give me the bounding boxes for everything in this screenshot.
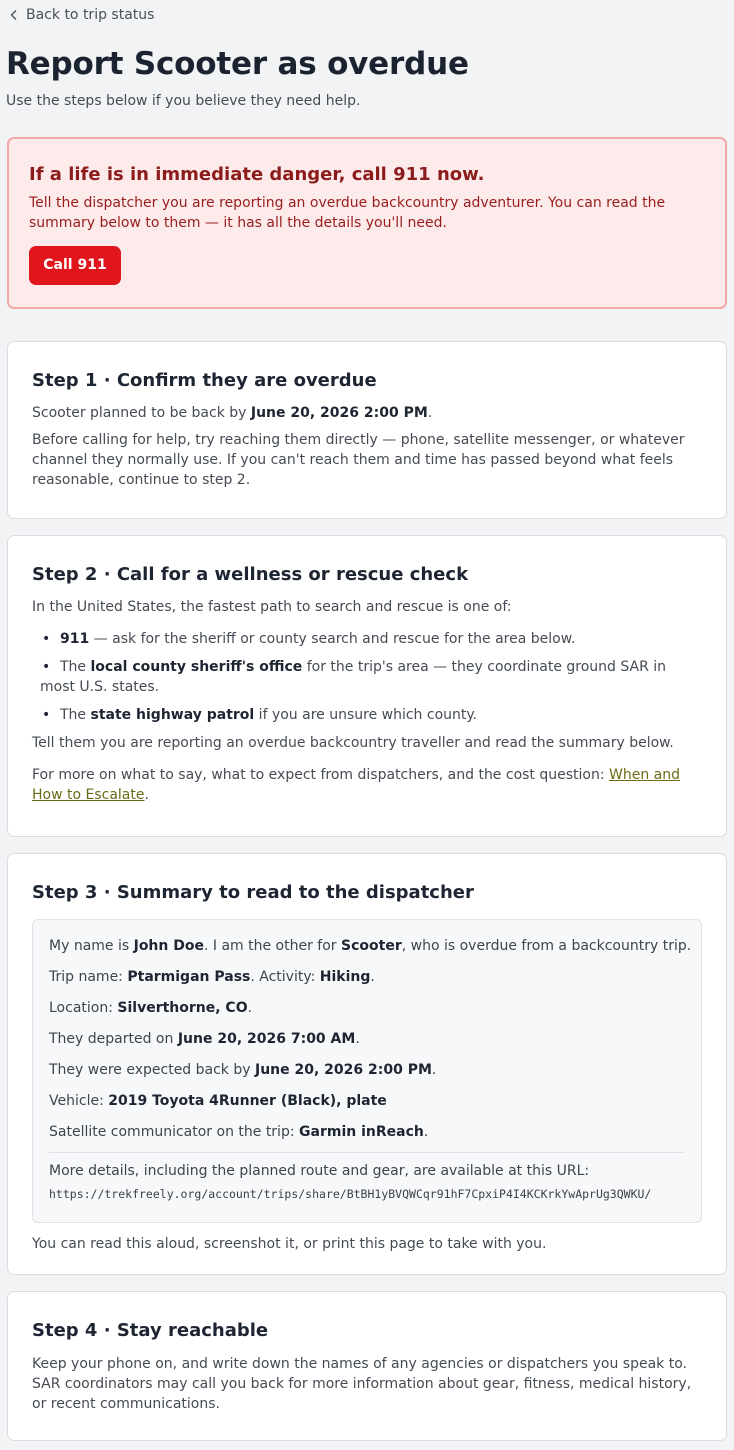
list-item: • 911 — ask for the sheriff or county search and rescue for the area below.	[42, 631, 576, 647]
summary-trip: Trip name: Ptarmigan Pass. Activity: Hiking.	[49, 969, 375, 985]
step2-more-info: For more on what to say, what to expect from dispatchers, and the cost question: When and How to Escalate.	[32, 767, 681, 803]
step1-body: Before calling for help, try reaching them directly — phone, satellite messenger, or whatever channel they normally use. If you can't reach them and time has passed beyond what feels reasonable, continue to step 2.	[32, 432, 685, 488]
summary-satellite: Satellite communicator on the trip: Garmin inReach.	[49, 1124, 429, 1140]
step2-intro: In the United States, the fastest path to search and rescue is one of:	[32, 599, 512, 615]
planned-return-time: June 20, 2026 2:00 PM	[250, 405, 428, 421]
trip-share-url[interactable]: https://trekfreely.org/account/trips/share/BtBH1yBVQWCqr91hF7CpxiP4I4KCKrkYwAprUg3QWKU/	[49, 1187, 652, 1201]
dispatcher-summary	[32, 919, 702, 1223]
step4-card	[7, 1291, 727, 1441]
step2-tell: Tell them you are reporting an overdue backcountry traveller and read the summary below.	[32, 735, 674, 751]
summary-url-intro: More details, including the planned route and gear, are available at this URL:	[49, 1163, 590, 1179]
back-link-label: Back to trip status	[26, 7, 155, 23]
summary-expected: They were expected back by June 20, 2026 2:00 PM.	[49, 1062, 437, 1078]
summary-reporter: My name is John Doe. I am the other for Scooter, who is overdue from a backcountry trip.	[49, 938, 692, 954]
step4-title: Step 4 · Stay reachable	[32, 1320, 269, 1341]
summary-departed: They departed on June 20, 2026 7:00 AM.	[49, 1031, 360, 1047]
page-title: Report Scooter as overdue	[6, 46, 469, 82]
summary-vehicle: Vehicle: 2019 Toyota 4Runner (Black), plate	[49, 1093, 387, 1109]
step4-body: Keep your phone on, and write down the names of any agencies or dispatchers you speak to. SAR coordinators may call you back for more information about gear, fitness, medical history, or recent communications.	[32, 1356, 692, 1412]
summary-location: Location: Silverthorne, CO.	[49, 1000, 253, 1016]
step3-title: Step 3 · Summary to read to the dispatcher	[32, 882, 474, 903]
summary-divider	[49, 1152, 685, 1153]
alert-body: Tell the dispatcher you are reporting an overdue backcountry adventurer. You can read the summary below to them — it has all the details you'll need.	[29, 195, 666, 231]
page-subtitle: Use the steps below if you believe they need help.	[6, 93, 361, 109]
list-item: • The state highway patrol if you are unsure which county.	[42, 707, 478, 723]
alert-title: If a life is in immediate danger, call 911 now.	[29, 164, 485, 185]
step2-title: Step 2 · Call for a wellness or rescue check	[32, 564, 469, 585]
step1-planned-return: Scooter planned to be back by June 20, 2026 2:00 PM.	[32, 405, 433, 421]
step1-title: Step 1 · Confirm they are overdue	[32, 370, 377, 391]
back-to-trip-status-link[interactable]	[8, 5, 154, 25]
summary-note: You can read this aloud, screenshot it, or print this page to take with you.	[32, 1236, 547, 1252]
call-911-button[interactable]: Call 911	[29, 246, 121, 285]
step1-card	[7, 341, 727, 519]
step3-card	[7, 853, 727, 1275]
step2-card	[7, 535, 727, 837]
chevron-left-icon	[8, 9, 20, 21]
emergency-alert	[7, 137, 727, 309]
escalate-guide-link[interactable]: When and How to Escalate	[32, 767, 681, 803]
sar-contact-list	[32, 629, 702, 725]
list-item: • The local county sheriff's office for the trip's area — they coordinate ground SAR in most U.S. states.	[40, 659, 667, 695]
